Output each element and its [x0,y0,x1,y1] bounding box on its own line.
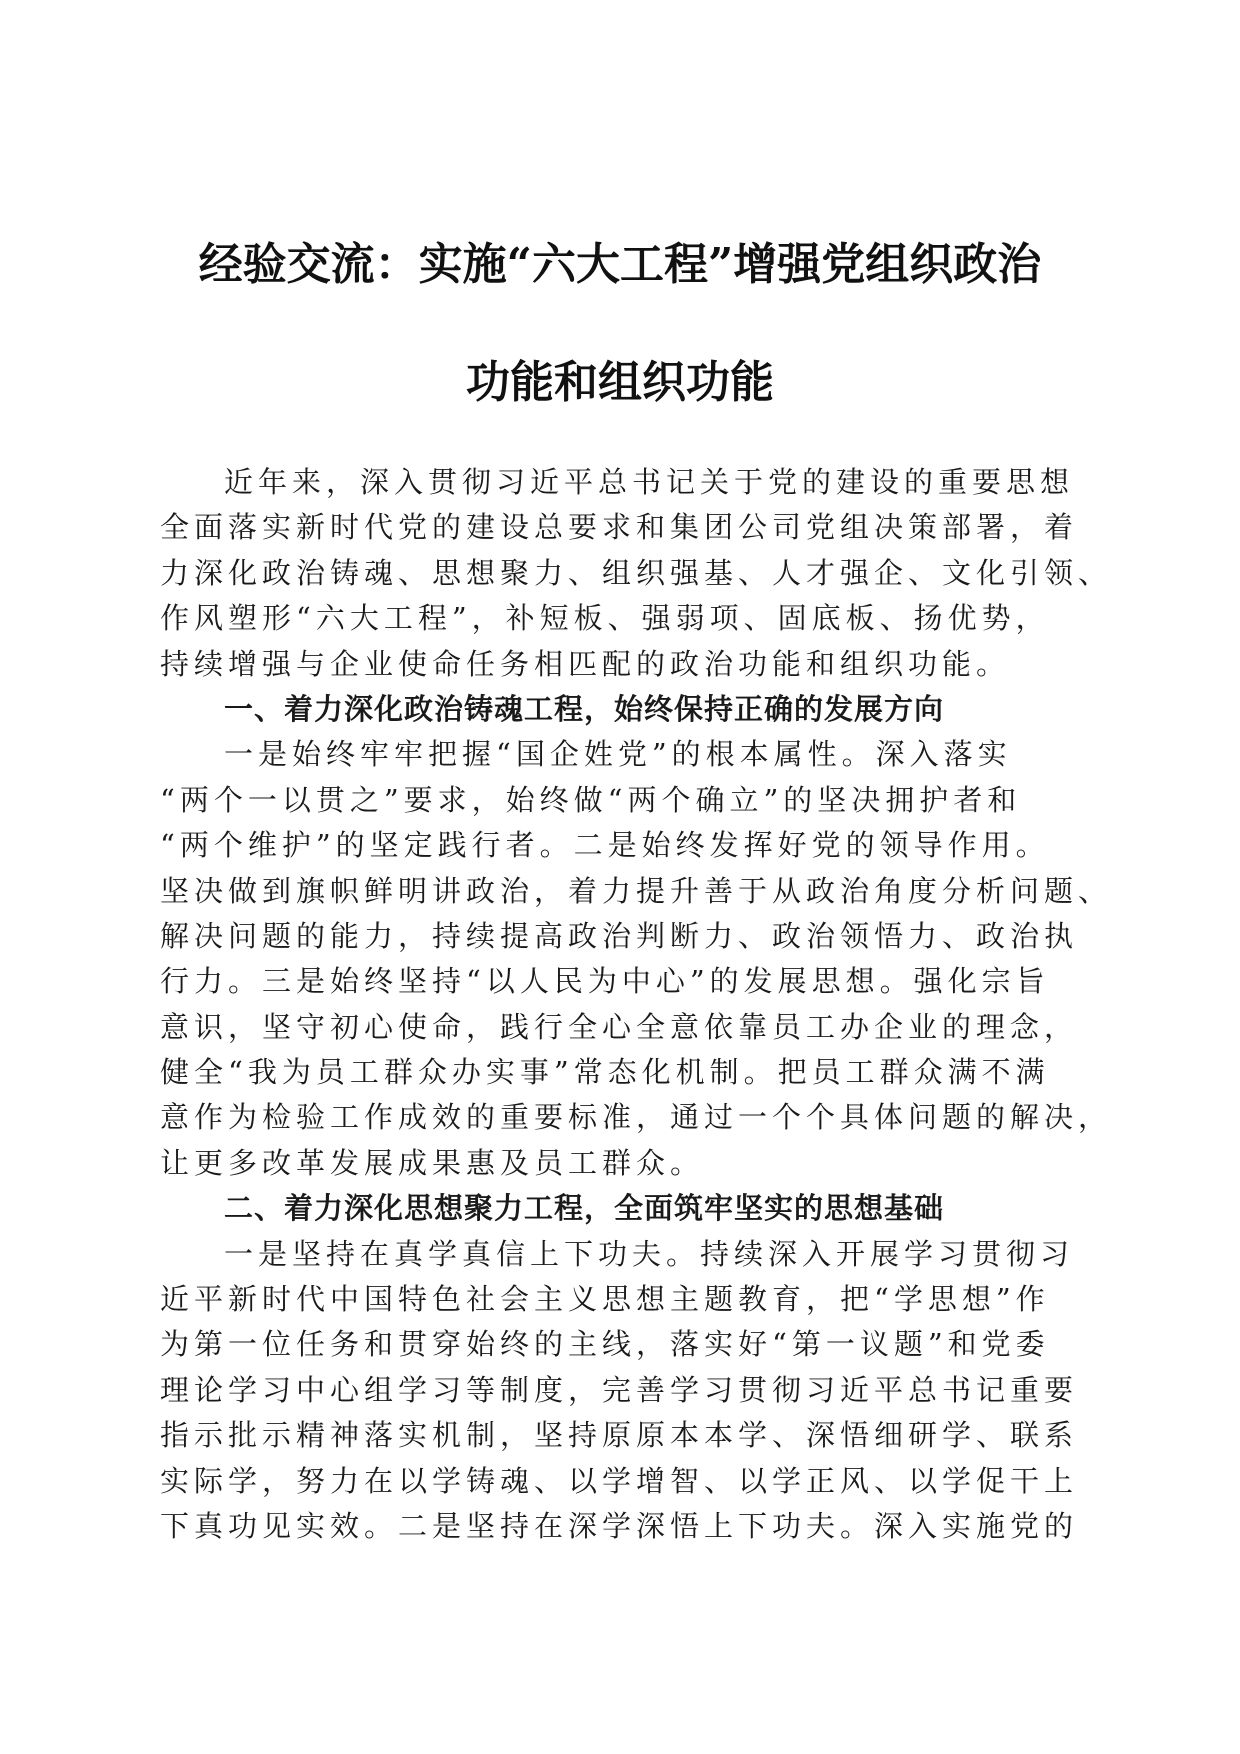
section-2-line: 理论学习中心组学习等制度，完善学习贯彻习近平总书记重要 [160,1372,1079,1407]
section-1-line: 意作为检验工作成效的重要标准，通过一个个具体问题的解决， [160,1100,1113,1135]
section-1-line: 坚决做到旗帜鲜明讲政治，着力提升善于从政治角度分析问题、 [160,873,1113,908]
document-body [160,460,1113,1549]
section-1-line: 意识，坚守初心使命，践行全心全意依靠员工办企业的理念， [160,1009,1079,1044]
section-2-line: 实际学，努力在以学铸魂、以学增智、以学正风、以学促干上 [160,1463,1079,1498]
section-1-line: 解决问题的能力，持续提高政治判断力、政治领悟力、政治执 [160,918,1079,953]
intro-line: 力深化政治铸魂、思想聚力、组织强基、人才强企、文化引领、 [160,555,1113,590]
section-heading-1: 一、着力深化政治铸魂工程，始终保持正确的发展方向 [224,691,945,726]
intro-line: 全面落实新时代党的建设总要求和集团公司党组决策部署，着 [160,510,1079,545]
section-2-line: 下真功见实效。二是坚持在深学深悟上下功夫。深入实施党的 [160,1508,1079,1543]
section-2-line: 为第一位任务和贯穿始终的主线，落实好“第一议题”和党委 [160,1327,1050,1362]
title-line-1: 经验交流：实施“六大工程”增强党组织政治 [198,239,1042,290]
title-line-2: 功能和组织功能 [466,357,774,408]
section-2-line: 指示批示精神落实机制，坚持原原本本学、深悟细研学、联系 [160,1418,1079,1453]
section-2-line: 近平新时代中国特色社会主义思想主题教育，把“学思想”作 [160,1282,1050,1317]
section-1-line: 一是始终牢牢把握“国企姓党”的根本属性。深入落实 [224,737,1012,772]
intro-line: 作风塑形“六大工程”，补短板、强弱项、固底板、扬优势， [160,601,1050,636]
section-1-line: “两个一以贯之”要求，始终做“两个确立”的坚决拥护者和 [160,782,1022,817]
intro-line: 持续增强与企业使命任务相匹配的政治功能和组织功能。 [160,646,1011,681]
section-2-line: 一是坚持在真学真信上下功夫。持续深入开展学习贯彻习 [224,1236,1075,1271]
section-1-line: “两个维护”的坚定践行者。二是始终发挥好党的领导作用。 [160,828,1050,863]
section-1-line: 让更多改革发展成果惠及员工群众。 [160,1145,705,1180]
section-1-line: 行力。三是始终坚持“以人民为中心”的发展思想。强化宗旨 [160,964,1050,999]
section-1-line: 健全“我为员工群众办实事”常态化机制。把员工群众满不满 [160,1055,1050,1090]
section-heading-2: 二、着力深化思想聚力工程，全面筑牢坚实的思想基础 [224,1191,945,1226]
intro-line: 近年来，深入贯彻习近平总书记关于党的建设的重要思想 [224,465,1075,499]
